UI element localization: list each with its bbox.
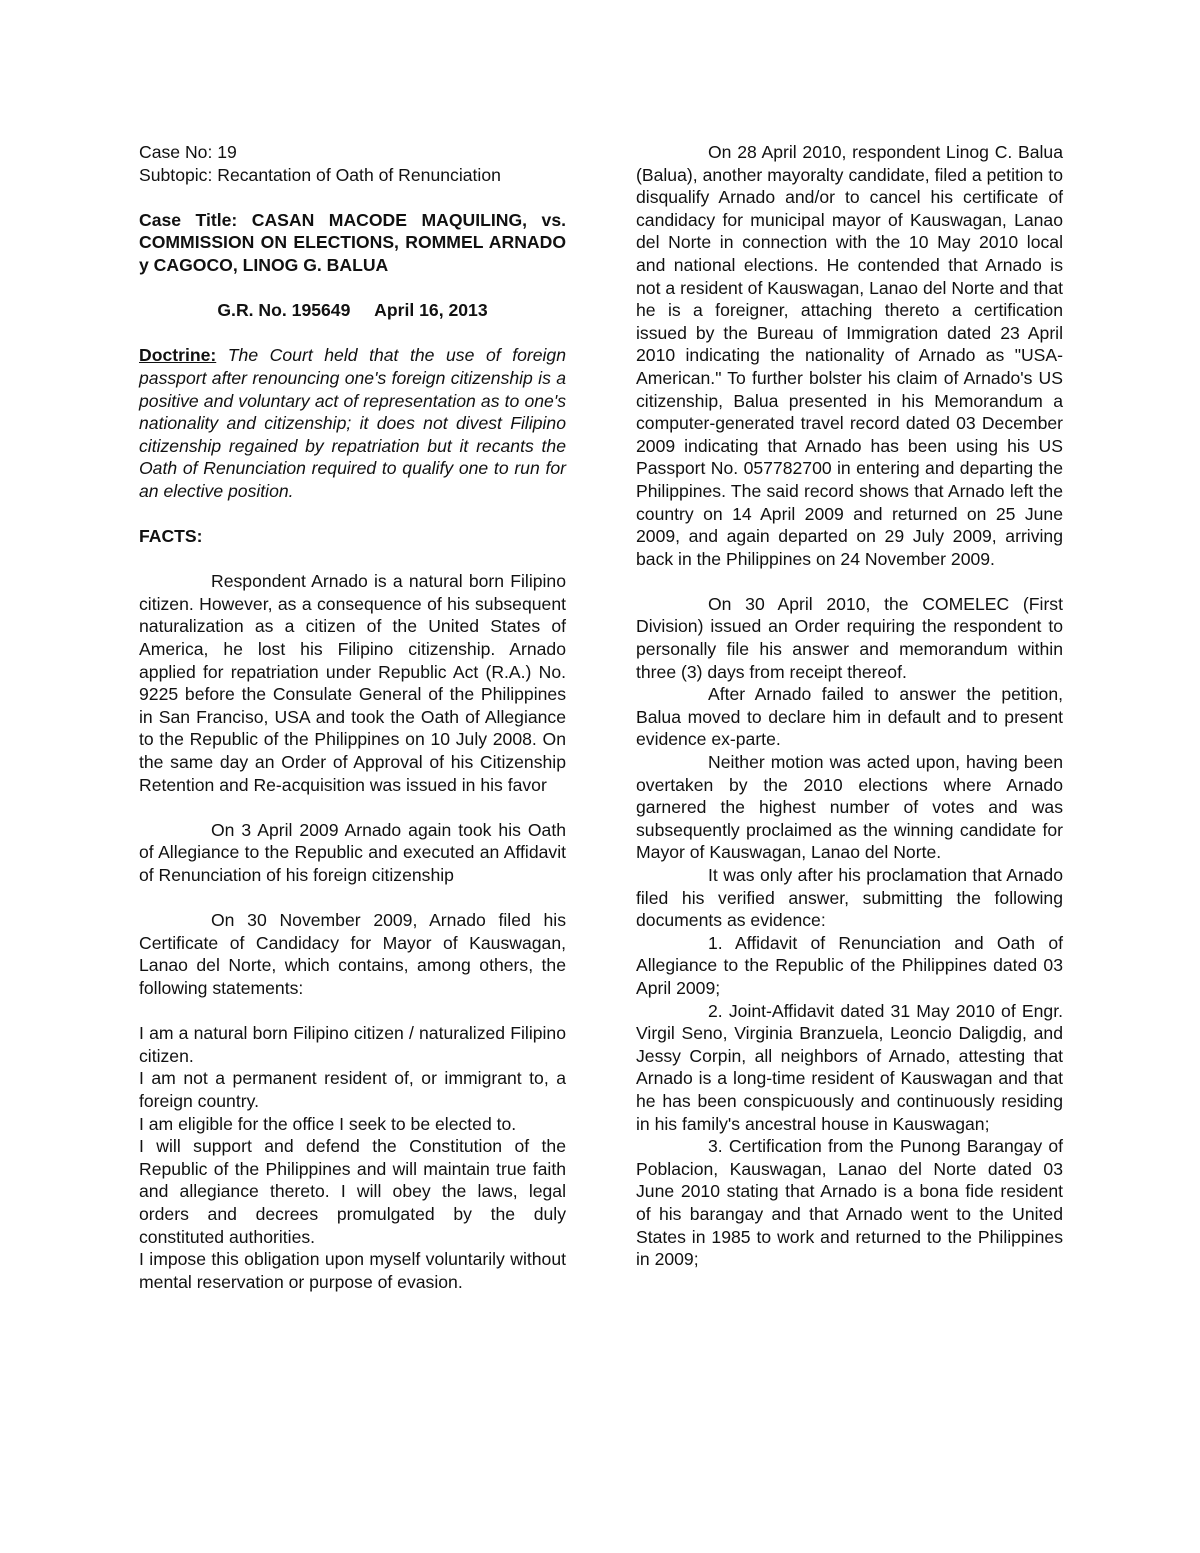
facts-heading: FACTS: (139, 526, 203, 547)
doctrine-text: The Court held that the use of foreign passport after renouncing one's foreign citizenship is a positive and voluntary act of representation as to one's nationality and citizenship; it does not divest Filipino citizenship regained by repatriation but it recants the Oath of Renunciation required to qualify one to run for an elective position. (139, 345, 566, 501)
decision-date: April 16, 2013 (374, 300, 488, 321)
left-column (139, 141, 566, 1293)
facts-paragraph: It was only after his proclamation that Arnado filed his verified answer, submitting the following documents as evidence: (636, 865, 1063, 931)
right-column (636, 141, 1063, 1271)
evidence-item: 2. Joint-Affidavit dated 31 May 2010 of Engr. Virgil Seno, Virginia Branzuela, Leoncio Daligdig, and Jessy Corpin, all neighbors of Arnado, attesting that Arnado is a long-time resident of Kauswagan and that he has been conspicuously and continuously residing in his family's ancestral house in Kauswagan; (636, 1000, 1063, 1134)
doctrine (139, 344, 566, 502)
coc-statement: I am eligible for the office I seek to be elected to. (139, 1113, 517, 1134)
case-number: Case No: 19 (139, 142, 237, 162)
evidence-item: 3. Certification from the Punong Barangay of Poblacion, Kauswagan, Lanao del Norte dated 03 June 2010 stating that Arnado is a bona fide resident of his barangay and that Arnado went to the United States in 1985 to work and returned to the Philippines in 2009; (636, 1136, 1063, 1270)
facts-paragraph: On 30 April 2010, the COMELEC (First Division) issued an Order requiring the respondent to personally file his answer and memorandum within three (3) days from receipt thereof. (636, 593, 1063, 682)
evidence-item: 1. Affidavit of Renunciation and Oath of Allegiance to the Republic of the Philippines dated 03 April 2009; (636, 932, 1063, 998)
coc-statement: I impose this obligation upon myself voluntarily without mental reservation or purpose of evasion. (139, 1249, 566, 1292)
coc-statement: I am a natural born Filipino citizen / naturalized Filipino citizen. (139, 1023, 566, 1066)
facts-paragraph: On 28 April 2010, respondent Linog C. Balua (Balua), another mayoralty candidate, filed a petition to disqualify Arnado and/or to cancel his certificate of candidacy for municipal mayor of Kauswagan, Lanao del Norte in connection with the 10 May 2010 local and national elections. He contended that Arnado is not a resident of Kauswagan, Lanao del Norte and that he is a foreigner, attaching thereto a certification issued by the Bureau of Immigration dated 23 April 2010 indicating the nationality of Arnado as "USA-American." To further bolster his claim of Arnado's US citizenship, Balua presented in his Memorandum a computer-generated travel record dated 03 December 2009 indicating that Arnado has been using his US Passport No. 057782700 in entering and departing the Philippines. The said record shows that Arnado left the country on 14 April 2009 and returned on 25 June 2009, and again departed on 29 July 2009, arriving back in the Philippines on 24 November 2009. (636, 142, 1063, 569)
gr-number: G.R. No. 195649 (217, 300, 351, 321)
case-citation (139, 299, 566, 322)
doctrine-label: Doctrine: (139, 345, 217, 366)
facts-paragraph: Neither motion was acted upon, having been overtaken by the 2010 elections where Arnado garnered the highest number of votes and was subsequently proclaimed as the winning candidate for Mayor of Kauswagan, Lanao del Norte. (636, 752, 1063, 863)
facts-paragraph: On 3 April 2009 Arnado again took his Oath of Allegiance to the Republic and executed an Affidavit of Renunciation of his foreign citizenship (139, 819, 566, 885)
subtopic: Subtopic: Recantation of Oath of Renunciation (139, 164, 501, 185)
coc-statement: I will support and defend the Constitution of the Republic of the Philippines and will maintain true faith and allegiance thereto. I will obey the laws, legal orders and decrees promulgated by the duly constituted authorities. (139, 1136, 566, 1247)
facts-paragraph: Respondent Arnado is a natural born Filipino citizen. However, as a consequence of his subsequent naturalization as a citizen of the United States of America, he lost his Filipino citizenship. Arnado applied for repatriation under Republic Act (R.A.) No. 9225 before the Consulate General of the Philippines in San Franciso, USA and took the Oath of Allegiance to the Republic of the Philippines on 10 July 2008. On the same day an Order of Approval of his Citizenship Retention and Re-acquisition was issued in his favor (139, 571, 566, 795)
case-title: Case Title: CASAN MACODE MAQUILING, vs. COMMISSION ON ELECTIONS, ROMMEL ARNADO y CAGOCO, LINOG G. BALUA (139, 209, 566, 275)
facts-paragraph: On 30 November 2009, Arnado filed his Certificate of Candidacy for Mayor of Kauswagan, Lanao del Norte, which contains, among others, the following statements: (139, 910, 566, 998)
coc-statement: I am not a permanent resident of, or immigrant to, a foreign country. (139, 1068, 566, 1111)
facts-paragraph: After Arnado failed to answer the petition, Balua moved to declare him in default and to present evidence ex-parte. (636, 684, 1063, 750)
